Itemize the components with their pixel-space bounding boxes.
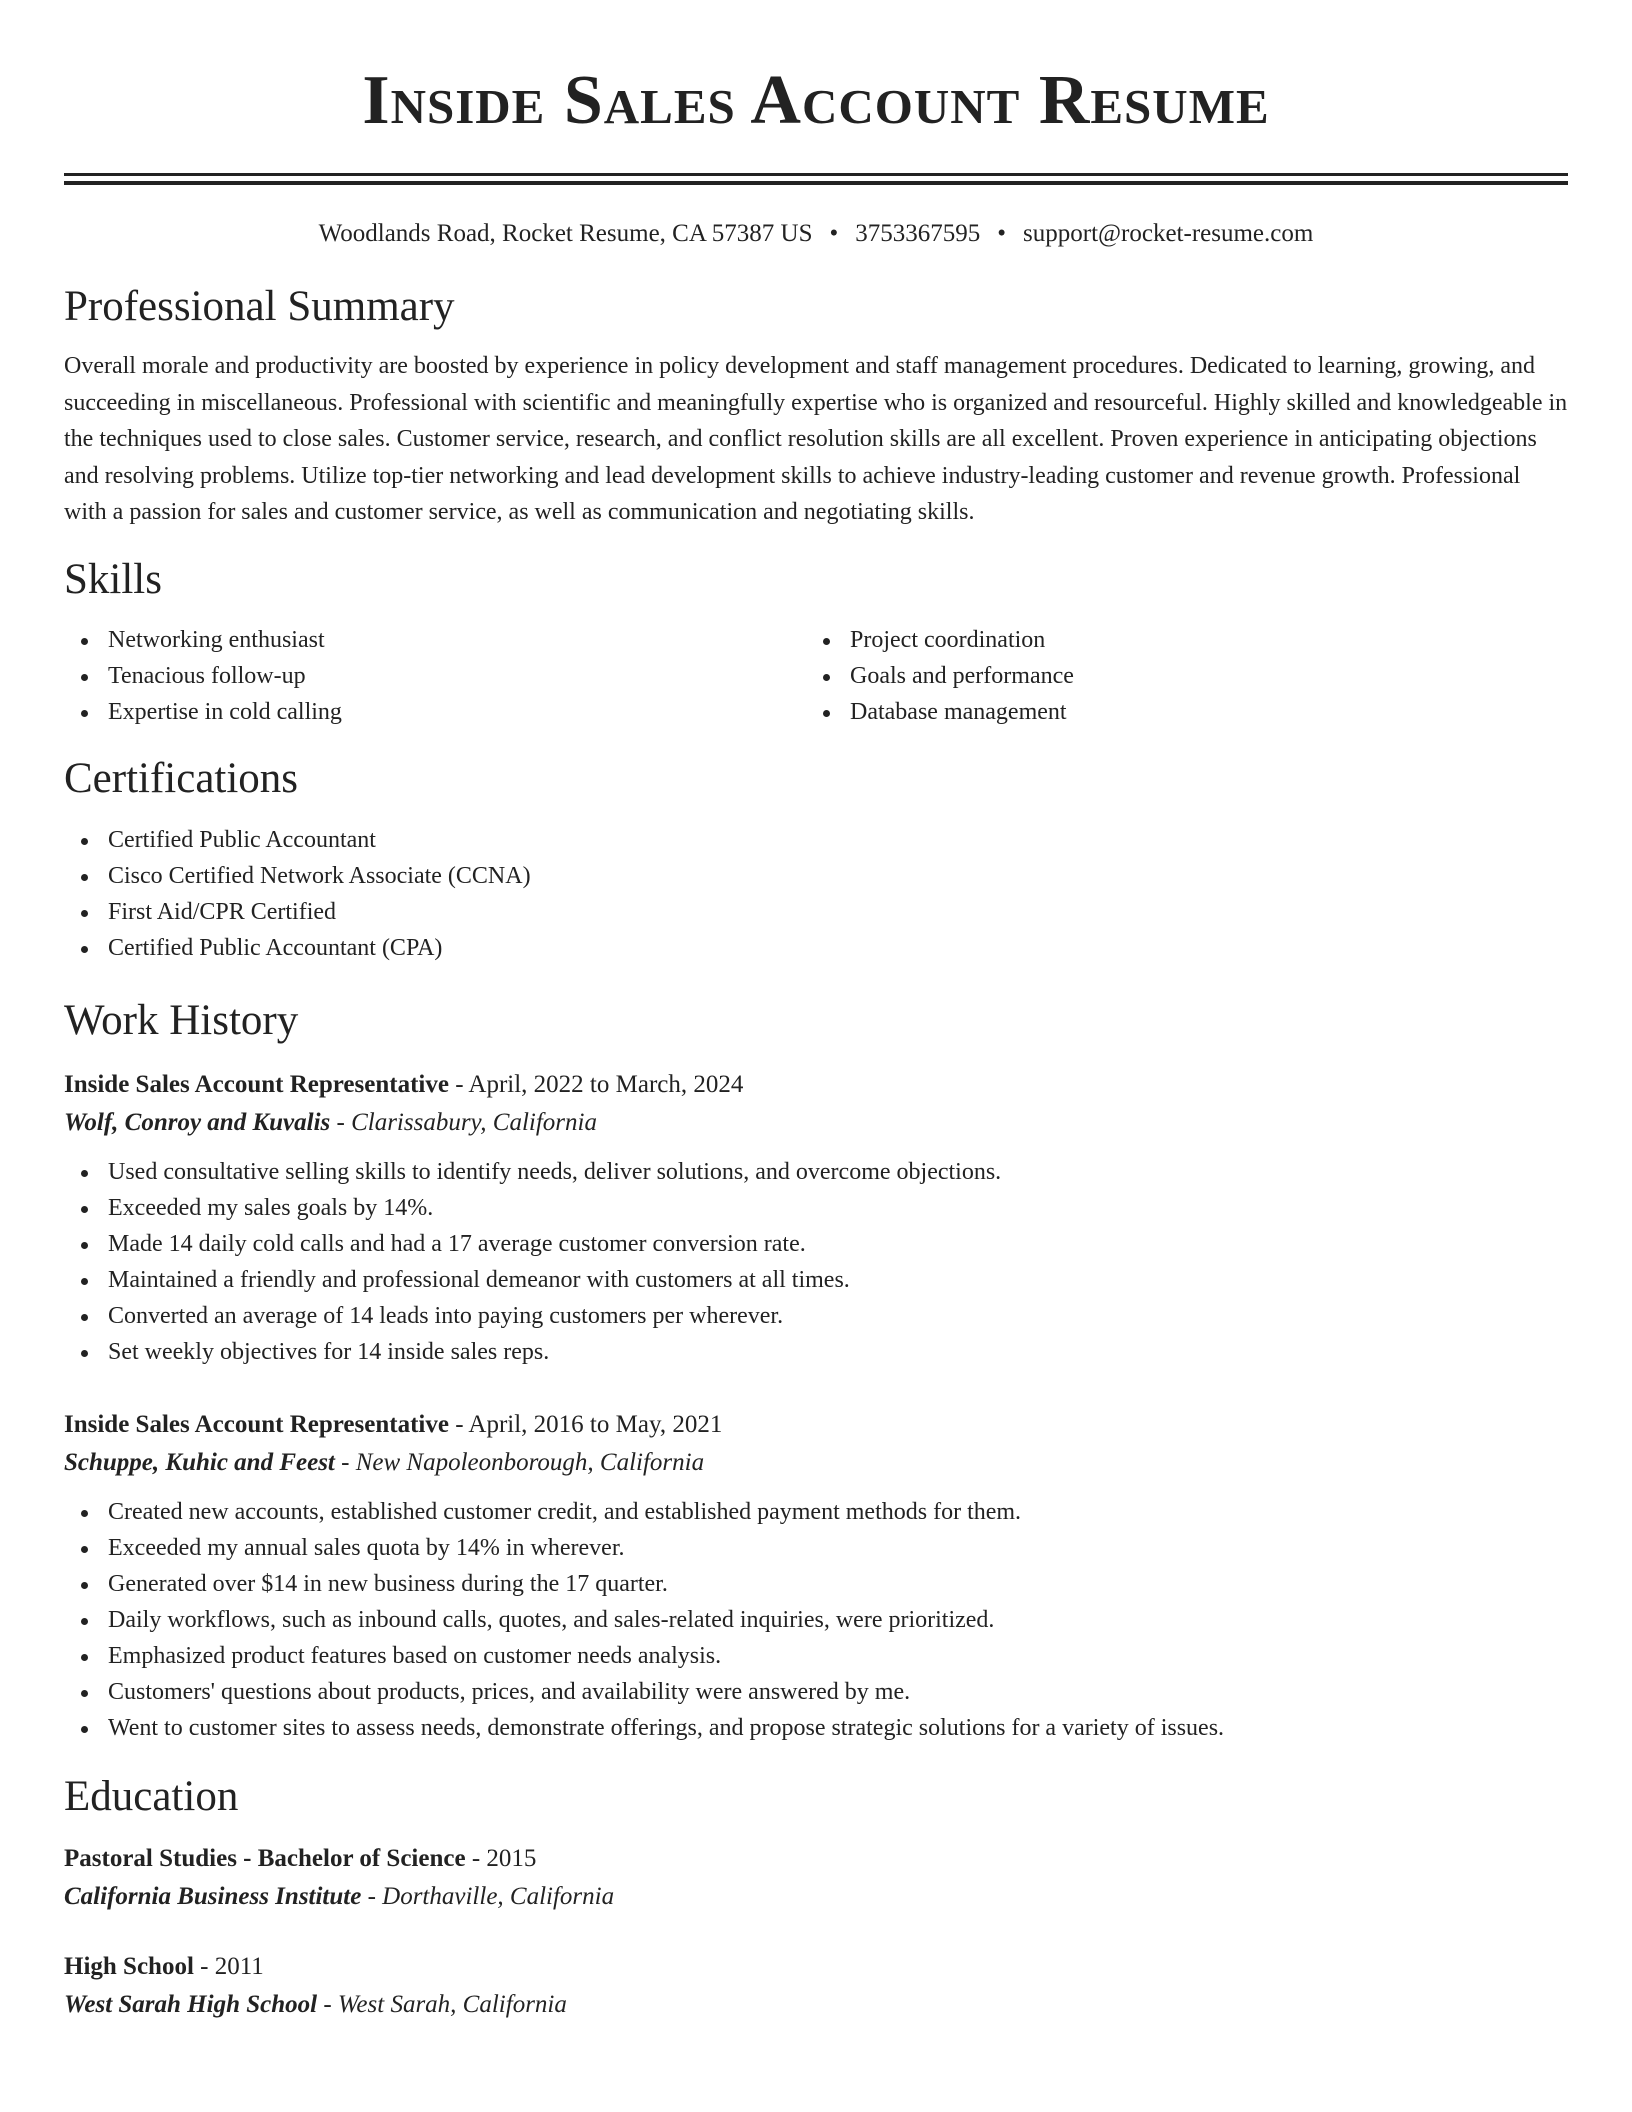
job-duty-item: Created new accounts, established customer credit, and established payment methods for them. — [64, 1494, 1568, 1530]
certifications-list — [64, 822, 1568, 966]
certifications-heading: Certifications — [64, 754, 299, 802]
skills-list — [64, 622, 1568, 730]
employer-location: - Clarissabury, California — [330, 1108, 597, 1136]
certification-item: Cisco Certified Network Associate (CCNA) — [64, 858, 1568, 894]
job-dates: - April, 2022 to March, 2024 — [448, 1070, 744, 1098]
skill-item: Project coordination — [806, 622, 1548, 658]
job-duties-list — [64, 1154, 1568, 1370]
degree-line — [64, 1949, 1568, 1985]
skills-heading: Skills — [64, 555, 162, 603]
job-duty-item: Emphasized product features based on customer needs analysis. — [64, 1638, 1568, 1674]
education-entry — [64, 1949, 1568, 2025]
employer-location: - New Napoleonborough, California — [334, 1448, 705, 1476]
school-name: California Business Institute — [64, 1882, 362, 1910]
school-name: West Sarah High School — [64, 1990, 318, 2018]
contact-separator: • — [997, 220, 1007, 247]
job-duty-item: Daily workflows, such as inbound calls, quotes, and sales-related inquiries, were prioritized. — [64, 1602, 1568, 1638]
job-duty-item: Went to customer sites to assess needs, demonstrate offerings, and propose strategic solutions for a variety of issues. — [64, 1710, 1568, 1746]
job-duty-item: Customers' questions about products, prices, and availability were answered by me. — [64, 1674, 1568, 1710]
employer-name: Schuppe, Kuhic and Feest — [64, 1448, 335, 1476]
job-title: Inside Sales Account Representative — [64, 1070, 449, 1098]
job-title-line — [64, 1407, 1568, 1443]
skills-column-right — [806, 622, 1548, 730]
employer-name: Wolf, Conroy and Kuvalis — [64, 1108, 331, 1136]
title-divider — [64, 173, 1568, 185]
job-duty-item: Used consultative selling skills to identify needs, deliver solutions, and overcome objections. — [64, 1154, 1568, 1190]
skill-item: Expertise in cold calling — [64, 694, 806, 730]
skill-item: Goals and performance — [806, 658, 1548, 694]
degree-line — [64, 1841, 1568, 1877]
job-duty-item: Generated over $14 in new business during the 17 quarter. — [64, 1566, 1568, 1602]
summary-heading: Professional Summary — [64, 283, 455, 330]
job-duties-list — [64, 1494, 1568, 1746]
job-dates: - April, 2016 to May, 2021 — [448, 1410, 723, 1438]
job-duty-item: Maintained a friendly and professional demeanor with customers at all times. — [64, 1262, 1568, 1298]
contact-line — [64, 218, 1568, 250]
work-history-heading: Work History — [64, 996, 299, 1044]
skill-item: Database management — [806, 694, 1548, 730]
summary-text: Overall morale and productivity are boosted by experience in policy development and staff management procedures. Dedicated to learning, growing, and succeeding in miscellaneous. Professional with scientific and meaningfully expertise who is organized and resourceful. Highly skilled and knowledgeable in the techniques used to close sales. Customer service, research, and conflict resolution skills are all excellent. Proven experience in anticipating objections and resolving problems. Utilize top-tier networking and lead development skills to achieve industry-leading customer and revenue growth. Professional with a passion for sales and customer service, as well as communication and negotiating skills. — [64, 353, 1568, 525]
contact-email: support@rocket-resume.com — [1023, 220, 1314, 247]
skill-item: Tenacious follow-up — [64, 658, 806, 694]
job-title-line — [64, 1067, 1568, 1103]
education-entry — [64, 1841, 1568, 1917]
job-duty-item: Made 14 daily cold calls and had a 17 average customer conversion rate. — [64, 1226, 1568, 1262]
job-title: Inside Sales Account Representative — [64, 1410, 449, 1438]
resume-title: Inside Sales Account Resume — [362, 62, 1270, 139]
skill-item: Networking enthusiast — [64, 622, 806, 658]
contact-phone: 3753367595 — [855, 220, 981, 247]
certification-item: Certified Public Accountant — [64, 822, 1568, 858]
graduation-year: - 2015 — [465, 1844, 537, 1872]
job-entry — [64, 1407, 1568, 1746]
job-duty-item: Set weekly objectives for 14 inside sales reps. — [64, 1334, 1568, 1370]
employer-line — [64, 1443, 1568, 1483]
education-heading: Education — [64, 1772, 239, 1820]
job-duty-item: Exceeded my sales goals by 14%. — [64, 1190, 1568, 1226]
school-line — [64, 1877, 1568, 1917]
skills-column-left — [64, 622, 806, 730]
job-duty-item: Converted an average of 14 leads into paying customers per wherever. — [64, 1298, 1568, 1334]
school-line — [64, 1985, 1568, 2025]
graduation-year: - 2011 — [193, 1952, 264, 1980]
school-location: - West Sarah, California — [317, 1990, 567, 2018]
certification-item: First Aid/CPR Certified — [64, 894, 1568, 930]
school-location: - Dorthaville, California — [361, 1882, 615, 1910]
degree-name: Pastoral Studies - Bachelor of Science — [64, 1844, 466, 1872]
degree-name: High School — [64, 1952, 194, 1980]
job-entry — [64, 1067, 1568, 1370]
job-duty-item: Exceeded my annual sales quota by 14% in wherever. — [64, 1530, 1568, 1566]
employer-line — [64, 1103, 1568, 1143]
contact-separator: • — [829, 220, 839, 247]
contact-address: Woodlands Road, Rocket Resume, CA 57387 US — [318, 220, 813, 247]
certification-item: Certified Public Accountant (CPA) — [64, 930, 1568, 966]
